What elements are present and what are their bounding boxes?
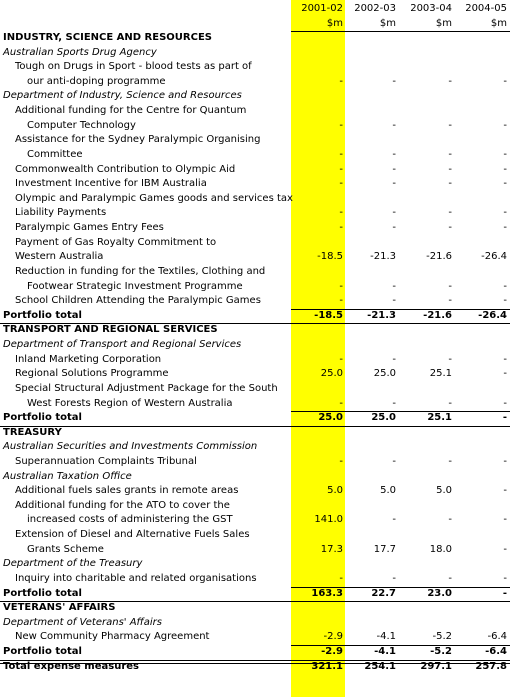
cell-value: - xyxy=(448,397,452,409)
row-label: New Community Pharmacy Agreement xyxy=(15,631,210,643)
cell-value: - xyxy=(339,455,343,467)
header-units-row xyxy=(0,17,510,32)
cell-value: - xyxy=(392,75,396,87)
row-label: increased costs of administering the GST xyxy=(27,514,233,526)
cell-value: - xyxy=(392,397,396,409)
row-label: Assistance for the Sydney Paralympic Organising xyxy=(15,134,261,146)
cell-value: - xyxy=(339,148,343,160)
cell-value: 25.0 xyxy=(320,368,343,380)
row-label: Additional funding for the Centre for Quantum xyxy=(15,105,247,117)
cell-value: - xyxy=(503,397,507,409)
cell-value: - xyxy=(392,455,396,467)
cell-value: -2.9 xyxy=(323,631,343,643)
cell-value: - xyxy=(339,178,343,190)
table-row xyxy=(0,163,510,178)
table-row xyxy=(0,221,510,236)
row-label: Western Australia xyxy=(15,251,104,263)
cell-value: 25.0 xyxy=(318,412,343,424)
cell-value: - xyxy=(502,587,507,599)
table-row xyxy=(0,382,510,397)
cell-value: - xyxy=(503,543,507,555)
cell-value: - xyxy=(503,485,507,497)
table-row xyxy=(0,528,510,543)
unit-header: $m xyxy=(326,17,343,29)
cell-value: - xyxy=(392,178,396,190)
cell-value: - xyxy=(503,222,507,234)
table-row xyxy=(0,572,510,587)
cell-value: 25.1 xyxy=(427,412,452,424)
agency-heading-row xyxy=(0,89,510,104)
table-row xyxy=(0,60,510,75)
cell-value: 25.0 xyxy=(373,368,396,380)
row-label: Department of Industry, Science and Resources xyxy=(3,90,242,102)
cell-value: - xyxy=(503,148,507,160)
cell-value: - xyxy=(502,412,507,424)
table-row xyxy=(0,294,510,309)
cell-value: 163.3 xyxy=(311,587,343,599)
cell-value: -4.1 xyxy=(374,646,396,658)
table-row xyxy=(0,192,510,207)
cell-value: - xyxy=(503,353,507,365)
subtotal-rule xyxy=(291,587,510,588)
agency-heading-row xyxy=(0,470,510,485)
cell-value: - xyxy=(392,514,396,526)
cell-value: -6.4 xyxy=(487,631,507,643)
table-row xyxy=(0,455,510,470)
year-header: 2001-02 xyxy=(301,3,343,14)
row-label: Australian Securities and Investments Commission xyxy=(3,441,258,453)
cell-value: - xyxy=(448,514,452,526)
cell-value: - xyxy=(503,455,507,467)
row-label: Inland Marketing Corporation xyxy=(15,353,162,365)
row-label: TREASURY xyxy=(3,426,62,438)
cell-value: 5.0 xyxy=(327,485,343,497)
cell-value: - xyxy=(448,119,452,131)
subtotal-rule xyxy=(291,309,510,310)
cell-value: - xyxy=(448,163,452,175)
cell-value: - xyxy=(339,295,343,307)
cell-value: 17.7 xyxy=(373,543,396,555)
cell-value: - xyxy=(503,572,507,584)
table-row xyxy=(0,499,510,514)
row-label: VETERANS' AFFAIRS xyxy=(3,602,116,614)
cell-value: - xyxy=(448,572,452,584)
cell-value: 23.0 xyxy=(427,587,452,599)
table-row xyxy=(0,119,510,134)
cell-value: 141.0 xyxy=(314,514,343,526)
cell-value: 25.0 xyxy=(371,412,396,424)
row-label: Inquiry into charitable and related organisations xyxy=(15,572,257,584)
cell-value: - xyxy=(503,75,507,87)
row-label: Tough on Drugs in Sport - blood tests as part of xyxy=(15,61,252,73)
table-row xyxy=(0,75,510,90)
portfolio-total-row xyxy=(0,645,510,660)
row-label: Paralympic Games Entry Fees xyxy=(15,222,164,234)
portfolio-total-row xyxy=(0,411,510,426)
row-label: Computer Technology xyxy=(27,119,136,131)
portfolio-total-row xyxy=(0,587,510,602)
cell-value: - xyxy=(503,163,507,175)
section-heading-row xyxy=(0,426,510,441)
table-row xyxy=(0,236,510,251)
table-row xyxy=(0,484,510,499)
row-label: Reduction in funding for the Textiles, Clothing and xyxy=(15,265,266,277)
cell-value: - xyxy=(339,119,343,131)
row-label: Grants Scheme xyxy=(27,543,104,555)
cell-value: - xyxy=(339,397,343,409)
cell-value: 297.1 xyxy=(420,660,452,672)
row-label: TRANSPORT AND REGIONAL SERVICES xyxy=(3,324,218,336)
section-heading-row xyxy=(0,601,510,616)
cell-value: -18.5 xyxy=(317,251,343,263)
subtotal-rule xyxy=(291,645,510,646)
cell-value: - xyxy=(448,280,452,292)
cell-value: 254.1 xyxy=(364,660,396,672)
cell-value: - xyxy=(339,222,343,234)
agency-heading-row xyxy=(0,440,510,455)
row-label: Payment of Gas Royalty Commitment to xyxy=(15,236,217,248)
row-label: Portfolio total xyxy=(3,412,82,424)
year-header: 2002-03 xyxy=(354,3,396,14)
cell-value: -5.2 xyxy=(432,631,452,643)
row-label: Australian Taxation Office xyxy=(3,470,132,482)
row-label: Investment Incentive for IBM Australia xyxy=(15,178,207,190)
cell-value: - xyxy=(392,280,396,292)
row-label: Portfolio total xyxy=(3,587,82,599)
cell-value: - xyxy=(392,353,396,365)
row-label: Extension of Diesel and Alternative Fuels Sales xyxy=(15,529,250,541)
row-label: INDUSTRY, SCIENCE AND RESOURCES xyxy=(3,32,212,43)
cell-value: - xyxy=(339,280,343,292)
section-heading-row xyxy=(0,323,510,338)
cell-value: 25.1 xyxy=(429,368,452,380)
row-label: Regional Solutions Programme xyxy=(15,368,169,380)
table-row xyxy=(0,397,510,412)
cell-value: - xyxy=(448,148,452,160)
table-row xyxy=(0,280,510,295)
cell-value: -26.4 xyxy=(478,309,507,321)
row-label: School Children Attending the Paralympic Games xyxy=(15,295,261,307)
cell-value: - xyxy=(448,178,452,190)
cell-value: - xyxy=(392,163,396,175)
grand-total-rule xyxy=(0,660,510,664)
unit-header: $m xyxy=(435,17,452,29)
row-label: Additional fuels sales grants in remote areas xyxy=(15,485,239,497)
table-row xyxy=(0,353,510,368)
row-label: Committee xyxy=(27,148,83,160)
table-row xyxy=(0,148,510,163)
cell-value: - xyxy=(503,119,507,131)
cell-value: -21.3 xyxy=(367,309,396,321)
row-label: Superannuation Complaints Tribunal xyxy=(15,455,197,467)
row-label: Department of the Treasury xyxy=(3,558,143,570)
cell-value: - xyxy=(392,572,396,584)
row-label: Australian Sports Drug Agency xyxy=(3,46,157,58)
cell-value: -21.6 xyxy=(426,251,452,263)
cell-value: - xyxy=(503,368,507,380)
subtotal-rule xyxy=(291,411,510,412)
cell-value: -4.1 xyxy=(376,631,396,643)
cell-value: - xyxy=(503,178,507,190)
cell-value: -21.6 xyxy=(423,309,452,321)
cell-value: - xyxy=(448,295,452,307)
unit-header: $m xyxy=(379,17,396,29)
cell-value: - xyxy=(339,75,343,87)
cell-value: 5.0 xyxy=(436,485,452,497)
cell-value: 17.3 xyxy=(320,543,343,555)
cell-value: - xyxy=(503,514,507,526)
table-row xyxy=(0,265,510,280)
table-row xyxy=(0,250,510,265)
cell-value: 321.1 xyxy=(311,660,343,672)
table-row xyxy=(0,543,510,558)
cell-value: - xyxy=(339,572,343,584)
year-header: 2004-05 xyxy=(465,3,507,14)
table-row xyxy=(0,367,510,382)
cell-value: -6.4 xyxy=(485,646,507,658)
table-row xyxy=(0,133,510,148)
row-label: West Forests Region of Western Australia xyxy=(27,397,233,409)
row-label: Portfolio total xyxy=(3,309,82,321)
cell-value: 257.8 xyxy=(475,660,507,672)
row-label: Total expense measures xyxy=(3,660,139,672)
table-row xyxy=(0,206,510,221)
agency-heading-row xyxy=(0,46,510,61)
agency-heading-row xyxy=(0,557,510,572)
table-row xyxy=(0,104,510,119)
cell-value: - xyxy=(448,222,452,234)
cell-value: -26.4 xyxy=(481,251,507,263)
row-label: Portfolio total xyxy=(3,646,82,658)
cell-value: -21.3 xyxy=(370,251,396,263)
cell-value: - xyxy=(392,148,396,160)
portfolio-total-row xyxy=(0,309,510,324)
row-label: Commonwealth Contribution to Olympic Aid xyxy=(15,163,236,175)
cell-value: -18.5 xyxy=(314,309,343,321)
cell-value: - xyxy=(448,75,452,87)
row-label: Department of Veterans' Affairs xyxy=(3,616,162,628)
row-label: Additional funding for the ATO to cover the xyxy=(15,499,230,511)
row-label: Liability Payments xyxy=(15,207,107,219)
table-row xyxy=(0,630,510,645)
cell-value: 18.0 xyxy=(429,543,452,555)
cell-value: -2.9 xyxy=(321,646,343,658)
cell-value: - xyxy=(392,119,396,131)
cell-value: - xyxy=(392,295,396,307)
cell-value: - xyxy=(339,207,343,219)
row-label: our anti-doping programme xyxy=(27,75,166,87)
cell-value: - xyxy=(448,455,452,467)
cell-value: - xyxy=(503,207,507,219)
cell-value: - xyxy=(339,353,343,365)
cell-value: 22.7 xyxy=(371,587,396,599)
cell-value: - xyxy=(392,207,396,219)
section-heading-row xyxy=(0,31,510,46)
header-years-row xyxy=(0,2,510,17)
cell-value: -5.2 xyxy=(430,646,452,658)
cell-value: - xyxy=(339,163,343,175)
cell-value: - xyxy=(448,207,452,219)
row-label: Olympic and Paralympic Games goods and services tax xyxy=(15,192,293,204)
table-row xyxy=(0,177,510,192)
row-label: Footwear Strategic Investment Programme xyxy=(27,280,243,292)
row-label: Department of Transport and Regional Services xyxy=(3,339,242,351)
cell-value: 5.0 xyxy=(380,485,396,497)
year-header: 2003-04 xyxy=(410,3,452,14)
agency-heading-row xyxy=(0,616,510,631)
cell-value: - xyxy=(448,353,452,365)
cell-value: - xyxy=(503,295,507,307)
cell-value: - xyxy=(503,280,507,292)
unit-header: $m xyxy=(490,17,507,29)
table-row xyxy=(0,513,510,528)
agency-heading-row xyxy=(0,338,510,353)
row-label: Special Structural Adjustment Package for the South xyxy=(15,382,278,394)
cell-value: - xyxy=(392,222,396,234)
